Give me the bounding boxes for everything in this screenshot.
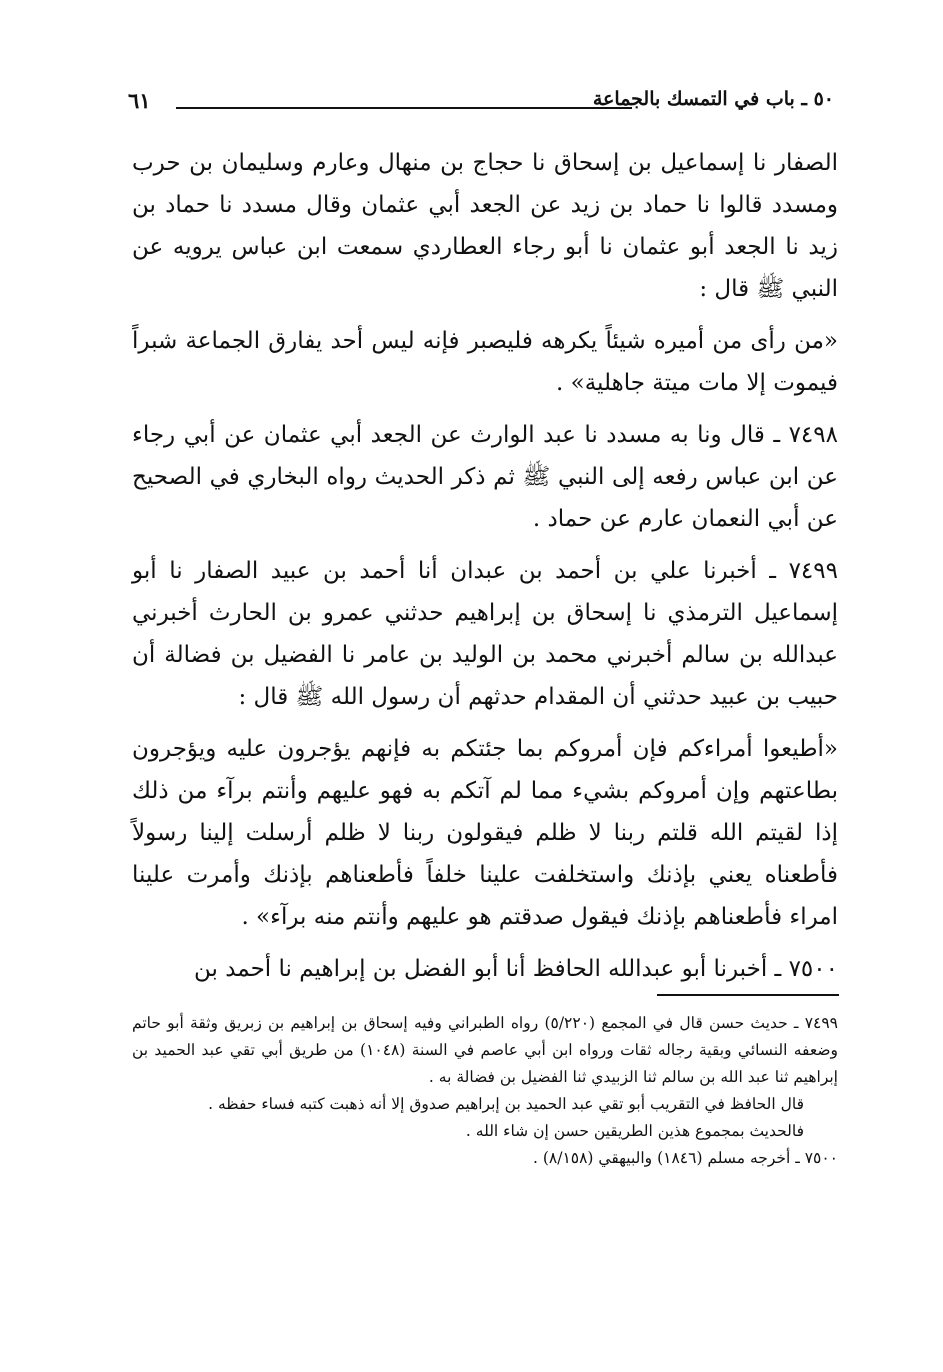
- footnote-7500: ٧٥٠٠ ـ أخرجه مسلم (١٨٤٦) والبيهقي (٨/١٥٨) .: [532, 1149, 838, 1167]
- chapter-title: ٥٠ ـ باب في التمسك بالجماعة: [592, 88, 834, 110]
- footnote-7499-note: قال الحافظ في التقريب أبو تقي عبد الحميد بن إبراهيم صدوق إلا أنه ذهبت كتبه فساء حفظه .: [208, 1095, 804, 1113]
- header-rule: [176, 107, 632, 109]
- footnote-separator: [657, 994, 839, 996]
- footnotes: [132, 1010, 838, 1172]
- hadith-7499-chain: ٧٤٩٩ ـ أخبرنا علي بن أحمد بن عبدان أنا أحمد بن عبيد الصفار نا أبو إسماعيل الترمذي نا إسحاق بن إبراهيم حدثني عمرو بن الحارث أخبرني عبدالله بن سالم أخبرني محمد بن الوليد بن عامر نا الفضيل بن فضالة أن حبيب بن عبيد حدثني أن المقدام حدثهم أن رسول الله ﷺ قال :: [132, 558, 838, 710]
- hadith-quote-2: «أطيعوا أمراءكم فإن أمروكم بما جئتكم به فإنهم يؤجرون عليه ويؤجرون بطاعتهم وإن أمروكم بشيء مما لم آتكم به فهو عليهم وأنتم برآء من ذلك إذا لقيتم الله قلتم ربنا لا ظلم فيقولون ربنا لا ظلم أرسلت إلينا رسولاً فأطعناه يعني بإذنك واستخلفت علينا خلفاً فأطعناهم بإذنك وأمرت علينا امراء فأطعناهم بإذنك فيقول صدقتم هو عليهم وأنتم منه برآء» .: [132, 736, 838, 930]
- hadith-7500-chain: ٧٥٠٠ ـ أخبرنا أبو عبدالله الحافظ أنا أبو الفضل بن إبراهيم نا أحمد بن: [193, 956, 838, 982]
- hadith-7498: ٧٤٩٨ ـ قال ونا به مسدد نا عبد الوارث عن الجعد أبي عثمان عن أبي رجاء عن ابن عباس رفعه إلى النبي ﷺ ثم ذكر الحديث رواه البخاري في الصحيح عن أبي النعمان عارم عن حماد .: [132, 422, 838, 532]
- main-text: [132, 142, 838, 1000]
- hadith-quote-1: «من رأى من أميره شيئاً يكرهه فليصبر فإنه ليس أحد يفارق الجماعة شبراً فيموت إلا مات ميتة جاهلية» .: [132, 328, 838, 396]
- footnote-7499: ٧٤٩٩ ـ حديث حسن قال في المجمع (٥/٢٢٠) رواه الطبراني وفيه إسحاق بن إبراهيم بن زبريق وثقة أبو حاتم وضعفه النسائي وبقية رجاله ثقات ورواه ابن أبي عاصم في السنة (١٠٤٨) من طريق أبي تقي عبد الحميد بن إبراهيم ثنا عبد الله بن سالم ثنا الزبيدي ثنا الفضيل بن فضالة به .: [132, 1014, 838, 1086]
- page-number: ٦١: [128, 88, 151, 113]
- running-header: [128, 88, 834, 118]
- paragraph-chain: الصفار نا إسماعيل بن إسحاق نا حجاج بن منهال وعارم وسليمان بن حرب ومسدد قالوا نا حماد بن زيد عن الجعد أبي عثمان وقال مسدد نا حماد بن زيد نا الجعد أبو عثمان نا أبو رجاء العطاردي سمعت ابن عباس يرويه عن النبي ﷺ قال :: [132, 150, 838, 302]
- footnote-7499-conclusion: فالحديث بمجموع هذين الطريقين حسن إن شاء الله .: [465, 1122, 804, 1140]
